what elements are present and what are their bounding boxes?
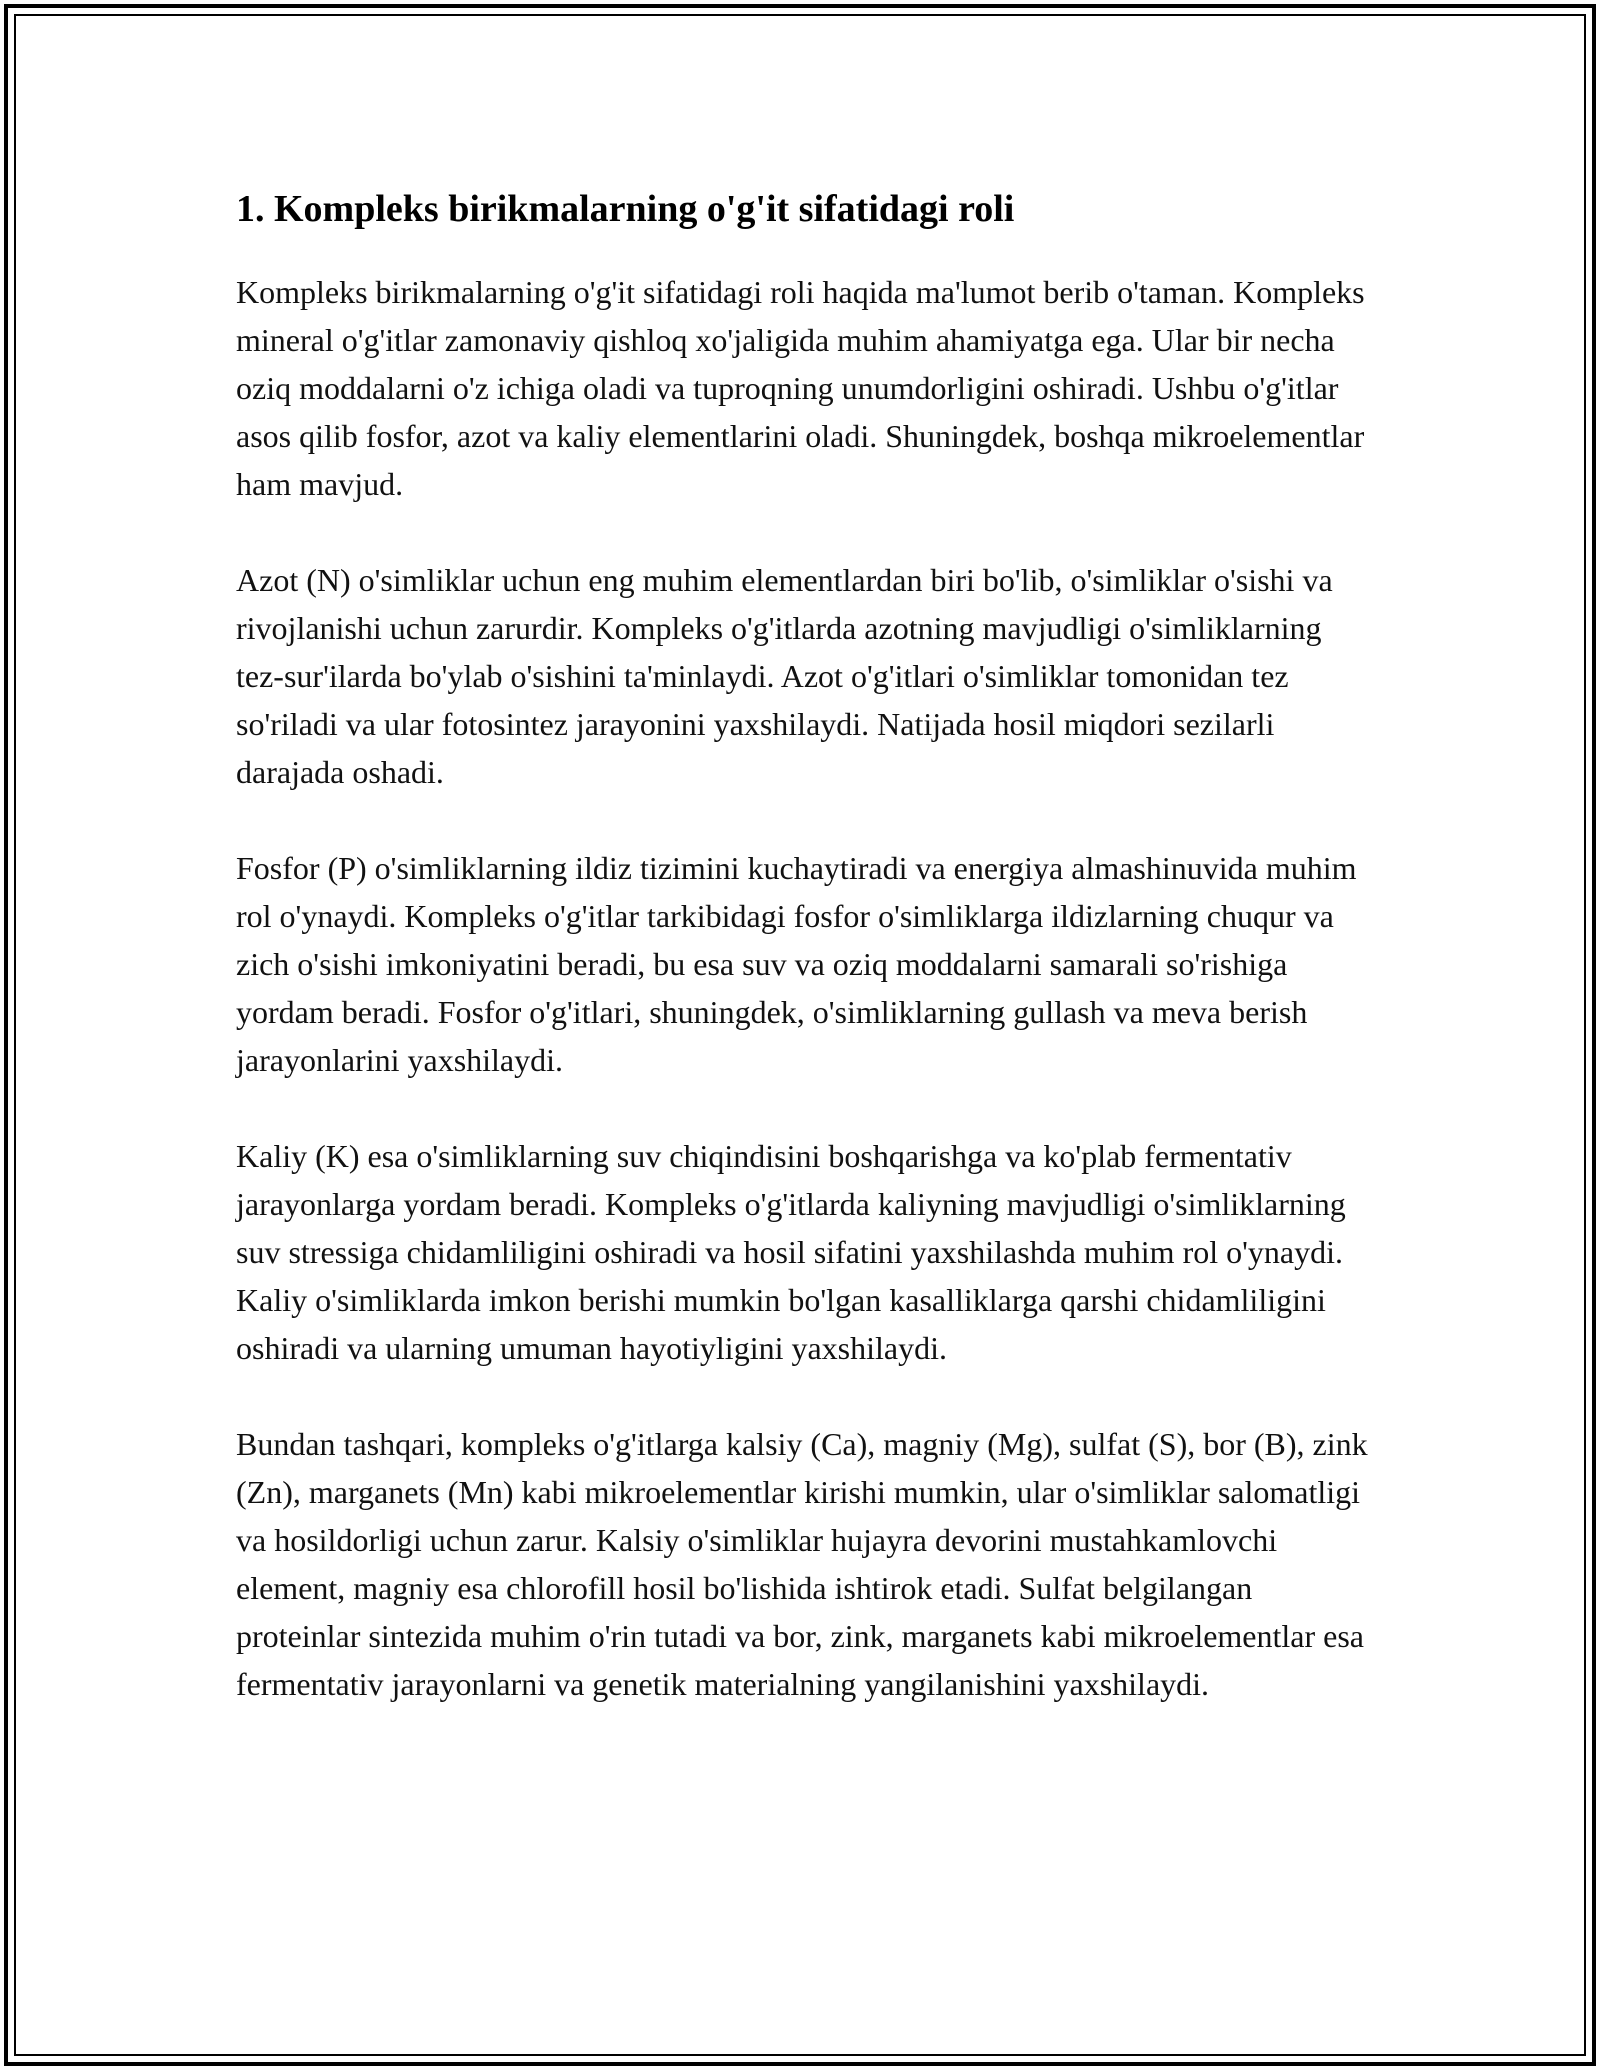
document-body [236, 186, 1376, 1756]
paragraph-nitrogen: Azot (N) o'simliklar uchun eng muhim elementlardan biri bo'lib, o'simliklar o'sishi va rivojlanishi uchun zarurdir. Kompleks o'g'itlarda azotning mavjudligi o'simliklarning tez-sur'ilarda bo'ylab o'sishini ta'minlaydi. Azot o'g'itlari o'simliklar tomonidan tez so'riladi va ular fotosintez jarayonini yaxshilaydi. Natijada hosil miqdori sezilarli darajada oshadi. [236, 562, 1333, 790]
paragraph-intro: Kompleks birikmalarning o'g'it sifatidagi roli haqida ma'lumot berib o'taman. Kompleks mineral o'g'itlar zamonaviy qishloq xo'jaligida muhim ahamiyatga ega. Ular bir necha oziq moddalarni o'z ichiga oladi va tuproqning unumdorligini oshiradi. Ushbu o'g'itlar asos qilib fosfor, azot va kaliy elementlarini oladi. Shuningdek, boshqa mikroelementlar ham mavjud. [236, 274, 1365, 502]
paragraph-phosphorus: Fosfor (P) o'simliklarning ildiz tizimini kuchaytiradi va energiya almashinuvida muhim rol o'ynaydi. Kompleks o'g'itlar tarkibidagi fosfor o'simliklarga ildizlarning chuqur va zich o'sishi imkoniyatini beradi, bu esa suv va oziq moddalarni samarali so'rishiga yordam beradi. Fosfor o'g'itlari, shuningdek, o'simliklarning gullash va meva berish jarayonlarini yaxshilaydi. [236, 850, 1357, 1078]
paragraph-microelements: Bundan tashqari, kompleks o'g'itlarga kalsiy (Ca), magniy (Mg), sulfat (S), bor (B), zink (Zn), marganets (Mn) kabi mikroelementlar kirishi mumkin, ular o'simliklar salomatligi va hosildorligi uchun zarur. Kalsiy o'simliklar hujayra devorini mustahkamlovchi element, magniy esa chlorofill hosil bo'lishida ishtirok etadi. Sulfat belgilangan proteinlar sintezida muhim o'rin tutadi va bor, zink, marganets kabi mikroelementlar esa fermentativ jarayonlarni va genetik materialning yangilanishini yaxshilaydi. [236, 1426, 1368, 1702]
section-title: 1. Kompleks birikmalarning o'g'it sifatidagi roli [236, 188, 1015, 230]
paragraph-potassium: Kaliy (K) esa o'simliklarning suv chiqindisini boshqarishga va ko'plab fermentativ jarayonlarga yordam beradi. Kompleks o'g'itlarda kaliyning mavjudligi o'simliklarning suv stressiga chidamliligini oshiradi va hosil sifatini yaxshilashda muhim rol o'ynaydi. Kaliy o'simliklarda imkon berishi mumkin bo'lgan kasalliklarga qarshi chidamliligini oshiradi va ularning umuman hayotiyligini yaxshilaydi. [236, 1138, 1346, 1366]
